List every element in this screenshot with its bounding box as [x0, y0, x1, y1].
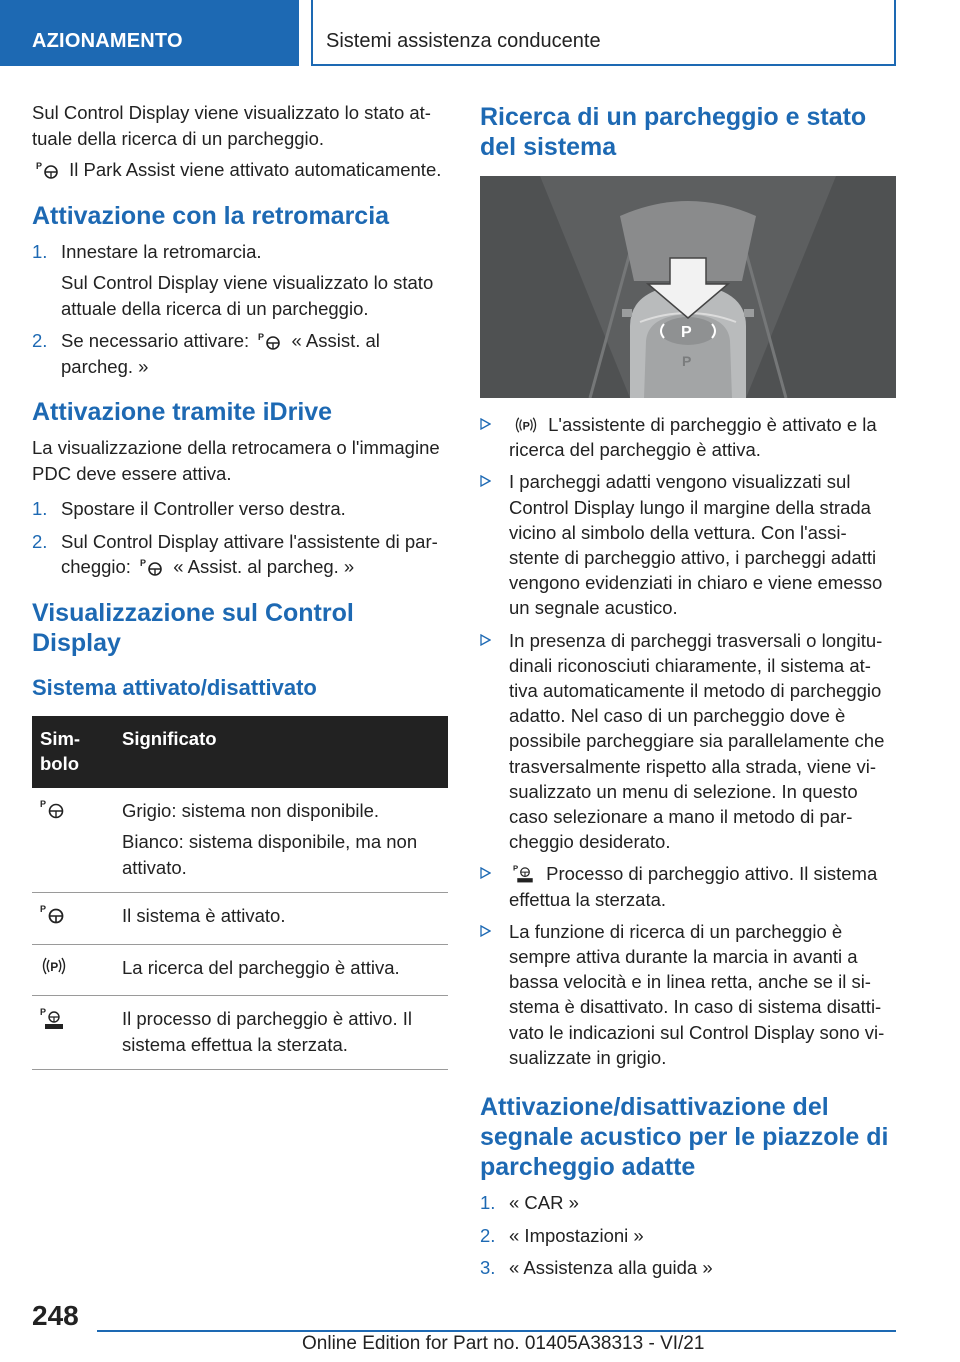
- bullet-text: I parcheggi adatti vengono visualizzati sul Control Display lungo il margine della strada vicino al simbolo della vettura. Con l'assi-stente di parcheggio attivo, i parcheggi adatti vengono evidenziati in chiaro e viene emesso un segnale acustico.: [509, 471, 883, 619]
- step-text: Innestare la retromarcia.: [61, 240, 262, 262]
- step-text: Spostare il Controller verso destra.: [61, 498, 346, 519]
- table-row: [32, 893, 448, 945]
- heading-signal: Attivazione/disattivazione del segnale acustico per le piazzole di parcheggio adatte: [480, 1093, 889, 1182]
- heading-reverse: Attivazione con la retromarcia: [32, 201, 390, 230]
- symbol-table: [32, 716, 448, 1071]
- header-section-tab: [0, 0, 299, 66]
- reverse-steps: [32, 239, 448, 380]
- svg-text:P: P: [40, 904, 47, 914]
- list-item: [480, 919, 896, 1070]
- page-number: 248: [32, 1300, 79, 1331]
- symbol-cell: [32, 996, 114, 1070]
- step-text: Sul Control Display attivare l'assistente di par-cheggio:: [61, 530, 438, 577]
- svg-text:P: P: [140, 558, 147, 568]
- footer-edition: Online Edition for Part no. 01405A38313 - VI/21: [302, 1333, 705, 1354]
- park-assist-icon: [140, 557, 164, 577]
- step-number: 2.: [32, 530, 48, 552]
- bullet-triangle-icon: [480, 867, 491, 879]
- bullet-text: In presenza di parcheggi trasversali o longitu-dinali riconosciuti chiaramente, il sistema at-tiva automaticamente il metodo di parcheggio adatto. Nel caso di un parcheggio dove è possibile parcheggiare sia parallelamente che trasversalmente rispetto alla strada, viene vi-sualizzato un menu di selezione. In questo caso selezionare a mano il metodo di par-cheggio desiderato.: [509, 629, 885, 853]
- heading-idrive: Attivazione tramite iDrive: [32, 398, 333, 426]
- list-item: [480, 412, 896, 462]
- parking-search-icon: [513, 415, 539, 435]
- column-header-meaning: Significato: [114, 716, 448, 788]
- right-column: [480, 100, 896, 1288]
- step-menu-item: « Assistenza alla guida »: [509, 1257, 713, 1279]
- auto-note: [32, 157, 448, 183]
- meaning-text: Grigio: sistema non disponibile.: [122, 799, 380, 821]
- meaning-cell: La ricerca del parcheggio è attiva.: [114, 944, 448, 996]
- section-title: AZIONAMENTO: [32, 30, 183, 52]
- bullet-text: La funzione di ricerca di un parcheggio è sempre attiva durante la marcia in avanti a bassa velocità e in linea retta, anche se il si-stema è disattivato. In caso di sistema disatti-vato le indicazioni sul Control Display sono vi-sualizzate in grigio.: [509, 920, 885, 1068]
- bullet-text: Processo di parcheggio attivo. Il sistema effettua la sterzata.: [509, 863, 878, 910]
- park-assist-icon: [40, 798, 66, 820]
- meaning-cell: [114, 788, 448, 893]
- symbol-cell: [32, 944, 114, 996]
- idrive-steps: [32, 496, 448, 580]
- heading-search: Ricerca di un parcheggio e stato del sistema: [480, 103, 867, 161]
- list-item: [480, 469, 896, 620]
- list-item: [32, 529, 448, 580]
- meaning-cell: Il processo di parcheggio è attivo. Il sistema effettua la sterzata.: [114, 996, 448, 1070]
- table-row: [32, 996, 448, 1070]
- list-item: [480, 861, 896, 911]
- svg-text:P: P: [681, 324, 692, 341]
- meaning-text: Bianco: sistema disponibile, ma non attivato.: [122, 831, 418, 878]
- step-number: 1.: [32, 498, 48, 519]
- park-assist-icon: [258, 331, 282, 351]
- symbol-cell: [32, 788, 114, 893]
- step-number: 2.: [480, 1224, 496, 1246]
- list-item: [32, 496, 448, 522]
- svg-text:P: P: [36, 161, 43, 171]
- list-item: [480, 1190, 896, 1216]
- table-row: [32, 944, 448, 996]
- svg-text:P: P: [40, 798, 47, 809]
- step-number: 1.: [32, 240, 48, 262]
- meaning-cell: Il sistema è attivato.: [114, 893, 448, 945]
- svg-text:P: P: [682, 353, 692, 369]
- park-auto-icon: [40, 1006, 68, 1030]
- chapter-title: Sistemi assistenza conducente: [326, 30, 601, 52]
- symbol-cell: [32, 893, 114, 945]
- park-assist-active-icon: [40, 903, 66, 925]
- bullet-triangle-icon: [480, 634, 491, 646]
- park-auto-icon: [513, 862, 537, 884]
- list-item: [32, 239, 448, 322]
- status-list: [480, 412, 896, 1070]
- list-item: [480, 1223, 896, 1249]
- svg-text:P: P: [258, 332, 265, 342]
- parking-search-icon: [40, 955, 68, 977]
- step-menu-item: « Assist. al parcheg. »: [173, 556, 355, 577]
- table-row: [32, 788, 448, 893]
- svg-text:P: P: [522, 420, 530, 433]
- bullet-triangle-icon: [480, 925, 491, 937]
- list-item: [32, 328, 448, 379]
- step-number: 1.: [480, 1192, 496, 1214]
- park-assist-icon: [36, 160, 60, 180]
- auto-note-text: Il Park Assist viene attivato automaticamente.: [69, 159, 442, 180]
- subheading-status: Sistema attivato/disattivato: [32, 674, 317, 700]
- list-item: [480, 628, 896, 855]
- step-text: Se necessario attivare:: [61, 330, 250, 351]
- svg-text:P: P: [40, 1007, 47, 1017]
- list-item: [480, 1255, 896, 1281]
- column-header-symbol: Sim-bolo: [32, 716, 114, 788]
- step-number: 3.: [480, 1257, 496, 1279]
- idrive-text: La visualizzazione della retrocamera o l'immagine PDC deve essere attiva.: [32, 437, 440, 484]
- parking-display-image: [480, 176, 896, 398]
- svg-text:P: P: [513, 863, 519, 873]
- svg-text:P: P: [50, 959, 59, 974]
- step-number: 2.: [32, 330, 48, 351]
- table-header-row: [32, 716, 448, 788]
- signal-steps: [480, 1190, 896, 1281]
- header-chapter-box: [311, 0, 896, 66]
- bullet-text: L'assistente di parcheggio è attivato e la ricerca del parcheggio è attiva.: [509, 414, 877, 461]
- step-menu-item: « Assist. al parcheg. »: [61, 330, 380, 377]
- bullet-triangle-icon: [480, 475, 491, 487]
- left-column: [32, 100, 448, 1070]
- intro-text: Sul Control Display viene visualizzato lo stato at-tuale della ricerca di un parcheggio.: [32, 102, 431, 149]
- footer-divider: [97, 1330, 896, 1332]
- bullet-triangle-icon: [480, 418, 491, 430]
- step-subtext: Sul Control Display viene visualizzato lo stato attuale della ricerca di un parcheggio.: [61, 272, 434, 319]
- step-menu-item: « CAR »: [509, 1192, 579, 1214]
- step-menu-item: « Impostazioni »: [509, 1224, 644, 1246]
- heading-display: Visualizzazione sul Control Display: [32, 598, 354, 657]
